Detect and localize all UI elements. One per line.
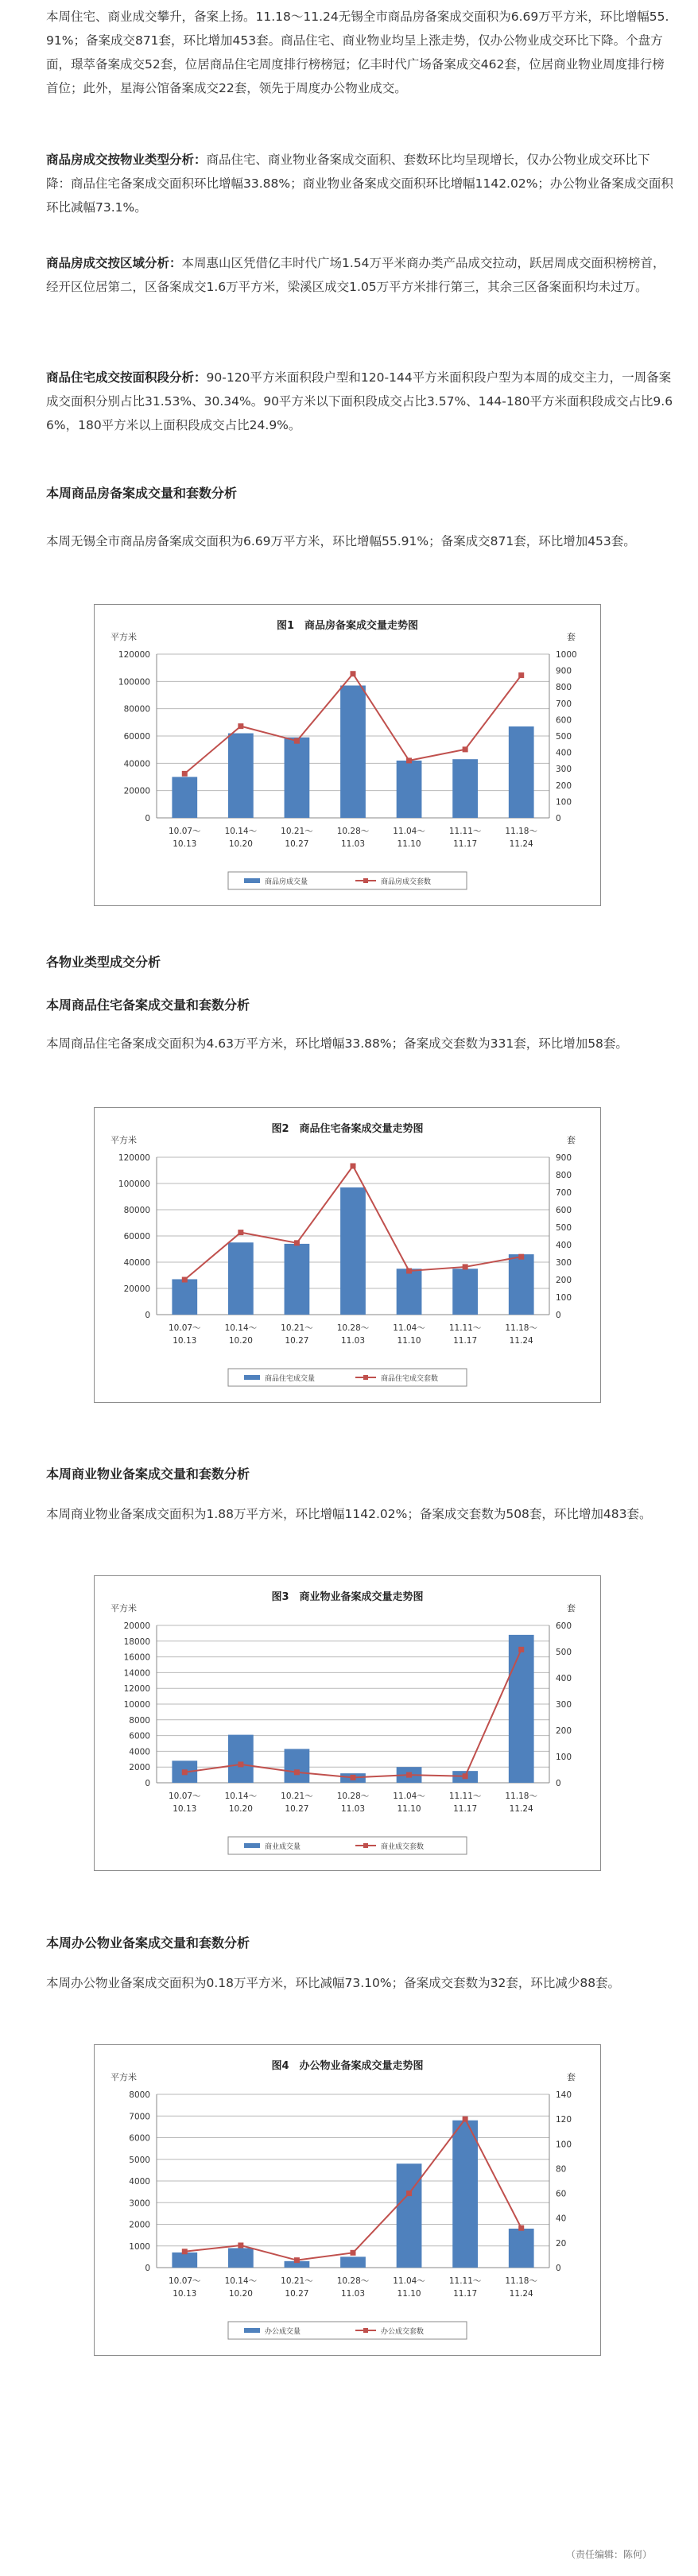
bar [509,2229,534,2268]
y-tick-label: 80000 [123,704,150,715]
bar [509,1635,534,1783]
x-tick-label: 10.21～ [281,827,313,836]
x-tick-label: 11.03 [340,839,366,849]
line-point [463,746,468,752]
x-tick-label: 11.11～ [448,2276,482,2286]
y-tick-label: 0 [145,814,150,823]
y-tick-label: 0 [145,2264,150,2273]
y-tick-label: 120000 [118,1153,150,1163]
chart-2 [94,1107,601,1403]
y2-tick-label: 300 [556,1700,572,1710]
y-tick-label: 6000 [129,1731,150,1741]
x-tick-label: 11.04～ [393,2276,425,2286]
x-tick-label: 11.17 [453,2289,478,2299]
line-point [238,2242,243,2248]
x-tick-label: 11.10 [397,2289,421,2299]
y2-tick-label: 300 [556,765,572,775]
y2-tick-label: 800 [556,1171,572,1180]
x-tick-label: 11.24 [509,2289,533,2299]
chart-3 [94,1575,601,1871]
y2-tick-label: 700 [556,1188,572,1198]
x-tick-label: 10.20 [228,839,253,849]
area-analysis-paragraph [46,251,674,299]
y-tick-label: 8000 [129,2090,150,2100]
y2-tick-label: 40 [556,2214,567,2224]
x-tick-label: 11.10 [397,839,421,849]
x-tick-label: 10.28～ [336,1323,370,1333]
y2-tick-label: 100 [556,2140,572,2150]
y-tick-label: 60000 [123,1232,150,1242]
y-tick-label: 20000 [123,1284,150,1294]
size-analysis-label: 商品住宅成交按面积段分析： [46,370,207,385]
line-point [406,757,412,763]
x-tick-label: 11.18～ [505,827,537,836]
bar [172,777,197,819]
line-point [518,2225,524,2231]
x-tick-label: 10.13 [173,1804,197,1814]
y-tick-label: 60000 [123,732,150,742]
x-tick-label: 10.27 [285,839,309,849]
legend-marker-line [363,1843,368,1848]
x-tick-label: 10.21～ [281,1323,313,1333]
line-point [294,1769,300,1775]
y-tick-label: 14000 [123,1668,150,1679]
x-tick-label: 10.13 [173,839,197,849]
legend [228,2322,467,2339]
line-point [351,1775,356,1780]
legend-label-bar: 商业成交量 [265,1843,301,1851]
legend-swatch-bar [244,1843,260,1848]
bar [397,761,422,818]
y-axis-label: 平方米 [111,1135,137,1145]
x-tick-label: 10.28～ [336,827,370,836]
chart-title: 图1 商品房备案成交量走势图 [276,620,419,632]
y2-tick-label: 200 [556,781,572,791]
x-tick-label: 11.18～ [505,2276,537,2286]
legend-swatch-bar [244,878,260,883]
y-tick-label: 10000 [123,1700,150,1710]
y2-tick-label: 700 [556,699,572,709]
line-point [518,1647,524,1652]
y2-axis-label: 套 [567,1603,576,1613]
x-tick-label: 10.21～ [281,1792,313,1801]
chart-4 [94,2044,601,2356]
bar [340,1187,366,1315]
x-tick-label: 10.07～ [169,827,201,836]
y-tick-label: 12000 [123,1684,150,1695]
line-point [351,1164,356,1169]
bar [452,759,478,818]
bar [285,1749,310,1783]
line-point [406,2191,412,2196]
x-tick-label: 10.20 [228,1336,253,1346]
area-analysis-body: 本周惠山区凭借亿丰时代广场1.54万平米商办类产品成交拉动，跃居周成交面积榜榜首，经开区位居第二，区备案成交1.6万平方米，梁溪区成交1.05万平方米排行第三，其余三区备案面积均未过万。 [46,256,665,294]
x-tick-label: 10.13 [173,1336,197,1346]
y2-tick-label: 600 [556,1621,572,1631]
y-tick-label: 6000 [129,2133,150,2144]
line-point [463,1264,468,1269]
line-point [351,671,356,676]
x-tick-label: 10.28～ [336,1792,370,1801]
y2-tick-label: 500 [556,732,572,742]
x-tick-label: 11.18～ [505,1323,537,1333]
line-point [182,771,188,777]
chart-4-svg [95,2045,600,2355]
x-tick-label: 11.17 [453,1804,478,1814]
intro-paragraph: 本周住宅、商业成交攀升，备案上扬。11.18～11.24无锡全市商品房备案成交面积为6.69万平方米，环比增幅55.91%；备案成交871套，环比增加453套。商品住宅、商业物业均呈上涨走势，仅办公物业成交环比下降。个盘方面，璟萃备案成交52套，位居商品住宅周度排行榜榜冠；亿丰时代广场备案成交462套，位居商业物业周度排行榜首位；此外，星海公馆备案成交22套，领先于周度办公物业成交。 [46,10,669,95]
section-body-total: 本周无锡全市商品房备案成交面积为6.69万平方米，环比增幅55.91%；备案成交871套，环比增加453套。 [46,534,636,548]
y2-tick-label: 0 [556,1779,561,1788]
type-analysis-label: 商品房成交按物业类型分析： [46,153,207,167]
legend-label-line: 商品住宅成交套数 [381,1375,439,1383]
y2-tick-label: 500 [556,1648,572,1657]
line-point [518,672,524,678]
x-tick-label: 10.07～ [169,2276,201,2286]
legend-label-line: 办公成交套数 [381,2328,425,2336]
chart-title: 图3 商业物业备案成交量走势图 [271,1591,424,1603]
bar [285,738,310,818]
y2-tick-label: 120 [556,2115,572,2125]
y2-axis-label: 套 [567,1135,576,1145]
legend [228,1837,467,1854]
line-point [182,1769,188,1775]
y2-tick-label: 200 [556,1276,572,1285]
y-tick-label: 100000 [118,677,150,688]
x-tick-label: 11.24 [509,1336,533,1346]
bar [452,2121,478,2268]
y-axis-label: 平方米 [111,632,137,642]
x-tick-label: 10.14～ [224,2276,258,2286]
y2-tick-label: 100 [556,1293,572,1303]
y-tick-label: 2000 [129,1763,150,1773]
y2-tick-label: 60 [556,2189,567,2199]
section-body-commercial: 本周商业物业备案成交面积为1.88万平方米，环比增幅1142.02%；备案成交套数为508套，环比增加483套。 [46,1507,652,1521]
x-tick-label: 11.04～ [393,1323,425,1333]
line-point [406,1772,412,1778]
type-analysis-body: 商品住宅、商业物业备案成交面积、套数环比均呈现增长，仅办公物业成交环比下降：商品住宅备案成交面积环比增幅33.88%；商业物业备案成交面积环比增幅1142.02%；办公物业备案成交面积环比减幅73.1%。 [46,153,673,215]
area-analysis-label: 商品房成交按区域分析： [46,256,182,270]
section-title-commercial: 本周商业物业备案成交量和套数分析 [46,1466,250,1482]
section-title-property-types: 各物业类型成交分析 [46,955,161,970]
x-tick-label: 11.17 [453,1336,478,1346]
x-tick-label: 10.07～ [169,1323,201,1333]
line-point [351,2250,356,2256]
line-point [463,2117,468,2122]
y-tick-label: 20000 [123,786,150,796]
y2-tick-label: 800 [556,683,572,693]
bar [172,2253,197,2268]
size-analysis-body: 90-120平方米面积段户型和120-144平方米面积段户型为本周的成交主力，一周备案成交面积分别占比31.53%、30.34%。90平方米以下面积段成交占比3.57%、144-180平方米面积段成交占比9.66%，180平方米以上面积段成交占比24.9%。 [46,370,673,432]
legend-label-bar: 办公成交量 [265,2328,301,2336]
x-tick-label: 11.11～ [448,1323,482,1333]
line-point [406,1269,412,1274]
x-tick-label: 10.27 [285,1804,309,1814]
bar [340,2256,366,2268]
y2-axis-label: 套 [567,2072,576,2082]
legend-marker-line [363,2328,368,2333]
legend-label-bar: 商品住宅成交量 [265,1375,316,1383]
y-tick-label: 16000 [123,1652,150,1663]
line-point [294,2257,300,2263]
legend-label-line: 商业成交套数 [381,1843,425,1851]
x-tick-label: 11.04～ [393,827,425,836]
y2-tick-label: 140 [556,2090,572,2100]
bar [228,1242,254,1315]
chart-3-svg [95,1576,600,1870]
line-point [238,1761,243,1767]
x-tick-label: 10.27 [285,2289,309,2299]
line-point [294,1240,300,1245]
y2-tick-label: 400 [556,1241,572,1250]
y-tick-label: 100000 [118,1180,150,1189]
line-point [518,1254,524,1260]
y2-tick-label: 100 [556,797,572,808]
section-body-residential: 本周商品住宅备案成交面积为4.63万平方米，环比增幅33.88%；备案成交套数为331套，环比增加58套。 [46,1036,628,1051]
section-title-total: 本周商品房备案成交量和套数分析 [46,486,238,501]
line-point [238,723,243,729]
bar [285,1244,310,1315]
size-analysis-paragraph [46,366,674,437]
y2-tick-label: 200 [556,1726,572,1736]
y-tick-label: 18000 [123,1637,150,1647]
y-tick-label: 7000 [129,2112,150,2122]
x-tick-label: 11.03 [340,1336,366,1346]
y-tick-label: 8000 [129,1715,150,1726]
x-tick-label: 11.03 [340,2289,366,2299]
x-tick-label: 10.20 [228,1804,253,1814]
line-point [463,1773,468,1779]
bar [397,2163,422,2268]
x-tick-label: 11.10 [397,1336,421,1346]
line-point [238,1230,243,1235]
legend-swatch-bar [244,2328,260,2333]
x-tick-label: 10.21～ [281,2276,313,2286]
bar [228,1735,254,1783]
x-tick-label: 11.04～ [393,1792,425,1801]
x-tick-label: 10.20 [228,2289,253,2299]
legend-marker-line [363,1375,368,1380]
y2-tick-label: 400 [556,1674,572,1683]
editor-credit: （责任编辑：陈何） [565,2549,652,2560]
legend-swatch-bar [244,1375,260,1380]
x-tick-label: 11.10 [397,1804,421,1814]
section-body-office: 本周办公物业备案成交面积为0.18万平方米，环比减幅73.10%；备案成交套数为32套，环比减少88套。 [46,1976,621,1990]
y-tick-label: 40000 [123,1258,150,1268]
y2-tick-label: 400 [556,748,572,758]
y-tick-label: 5000 [129,2155,150,2165]
y2-tick-label: 0 [556,814,561,823]
x-tick-label: 11.18～ [505,1792,537,1801]
y-tick-label: 120000 [118,650,150,660]
x-tick-label: 11.24 [509,1804,533,1814]
bar [509,1254,534,1315]
bar [228,2248,254,2268]
line-point [294,738,300,744]
legend-label-bar: 商品房成交量 [265,878,308,886]
y2-tick-label: 0 [556,2264,561,2273]
y-axis-label: 平方米 [111,2072,137,2082]
y2-tick-label: 600 [556,715,572,726]
y2-tick-label: 500 [556,1223,572,1233]
y-tick-label: 40000 [123,759,150,769]
x-tick-label: 10.14～ [224,1792,258,1801]
bar [228,734,254,818]
y2-tick-label: 300 [556,1258,572,1268]
y-tick-label: 3000 [129,2198,150,2209]
section-title-residential: 本周商品住宅备案成交量和套数分析 [46,997,250,1013]
y-tick-label: 80000 [123,1206,150,1215]
y2-tick-label: 1000 [556,650,577,660]
x-tick-label: 10.14～ [224,827,258,836]
y-tick-label: 20000 [123,1621,150,1631]
x-tick-label: 10.07～ [169,1792,201,1801]
chart-1-svg [95,605,600,905]
x-tick-label: 10.13 [173,2289,197,2299]
y-tick-label: 0 [145,1779,150,1788]
x-tick-label: 11.03 [340,1804,366,1814]
y-tick-label: 1000 [129,2241,150,2252]
y2-tick-label: 100 [556,1753,572,1762]
chart-2-svg [95,1108,600,1402]
bar [397,1269,422,1315]
y2-tick-label: 0 [556,1311,561,1320]
x-tick-label: 11.11～ [448,1792,482,1801]
line-point [182,1277,188,1283]
y-tick-label: 0 [145,1311,150,1320]
x-tick-label: 10.14～ [224,1323,258,1333]
bar [509,726,534,818]
type-analysis-paragraph [46,148,674,219]
y2-tick-label: 900 [556,1153,572,1163]
legend-marker-line [363,878,368,883]
bar [172,1279,197,1315]
bar [452,1269,478,1315]
x-tick-label: 10.28～ [336,2276,370,2286]
x-tick-label: 11.24 [509,839,533,849]
bar [340,685,366,818]
y2-tick-label: 600 [556,1206,572,1215]
chart-title: 图2 商品住宅备案成交量走势图 [271,1123,424,1135]
y2-axis-label: 套 [567,632,576,642]
y2-tick-label: 20 [556,2238,567,2249]
chart-title: 图4 办公物业备案成交量走势图 [271,2060,424,2072]
line-point [182,2249,188,2254]
legend-label-line: 商品房成交套数 [381,878,432,886]
x-tick-label: 11.11～ [448,827,482,836]
y2-tick-label: 80 [556,2164,567,2175]
y-tick-label: 4000 [129,1747,150,1757]
y-tick-label: 2000 [129,2220,150,2230]
chart-1 [94,604,601,906]
section-title-office: 本周办公物业备案成交量和套数分析 [46,1935,250,1950]
y2-tick-label: 900 [556,666,572,676]
x-tick-label: 10.27 [285,1336,309,1346]
y-axis-label: 平方米 [111,1603,137,1613]
y-tick-label: 4000 [129,2177,150,2187]
x-tick-label: 11.17 [453,839,478,849]
